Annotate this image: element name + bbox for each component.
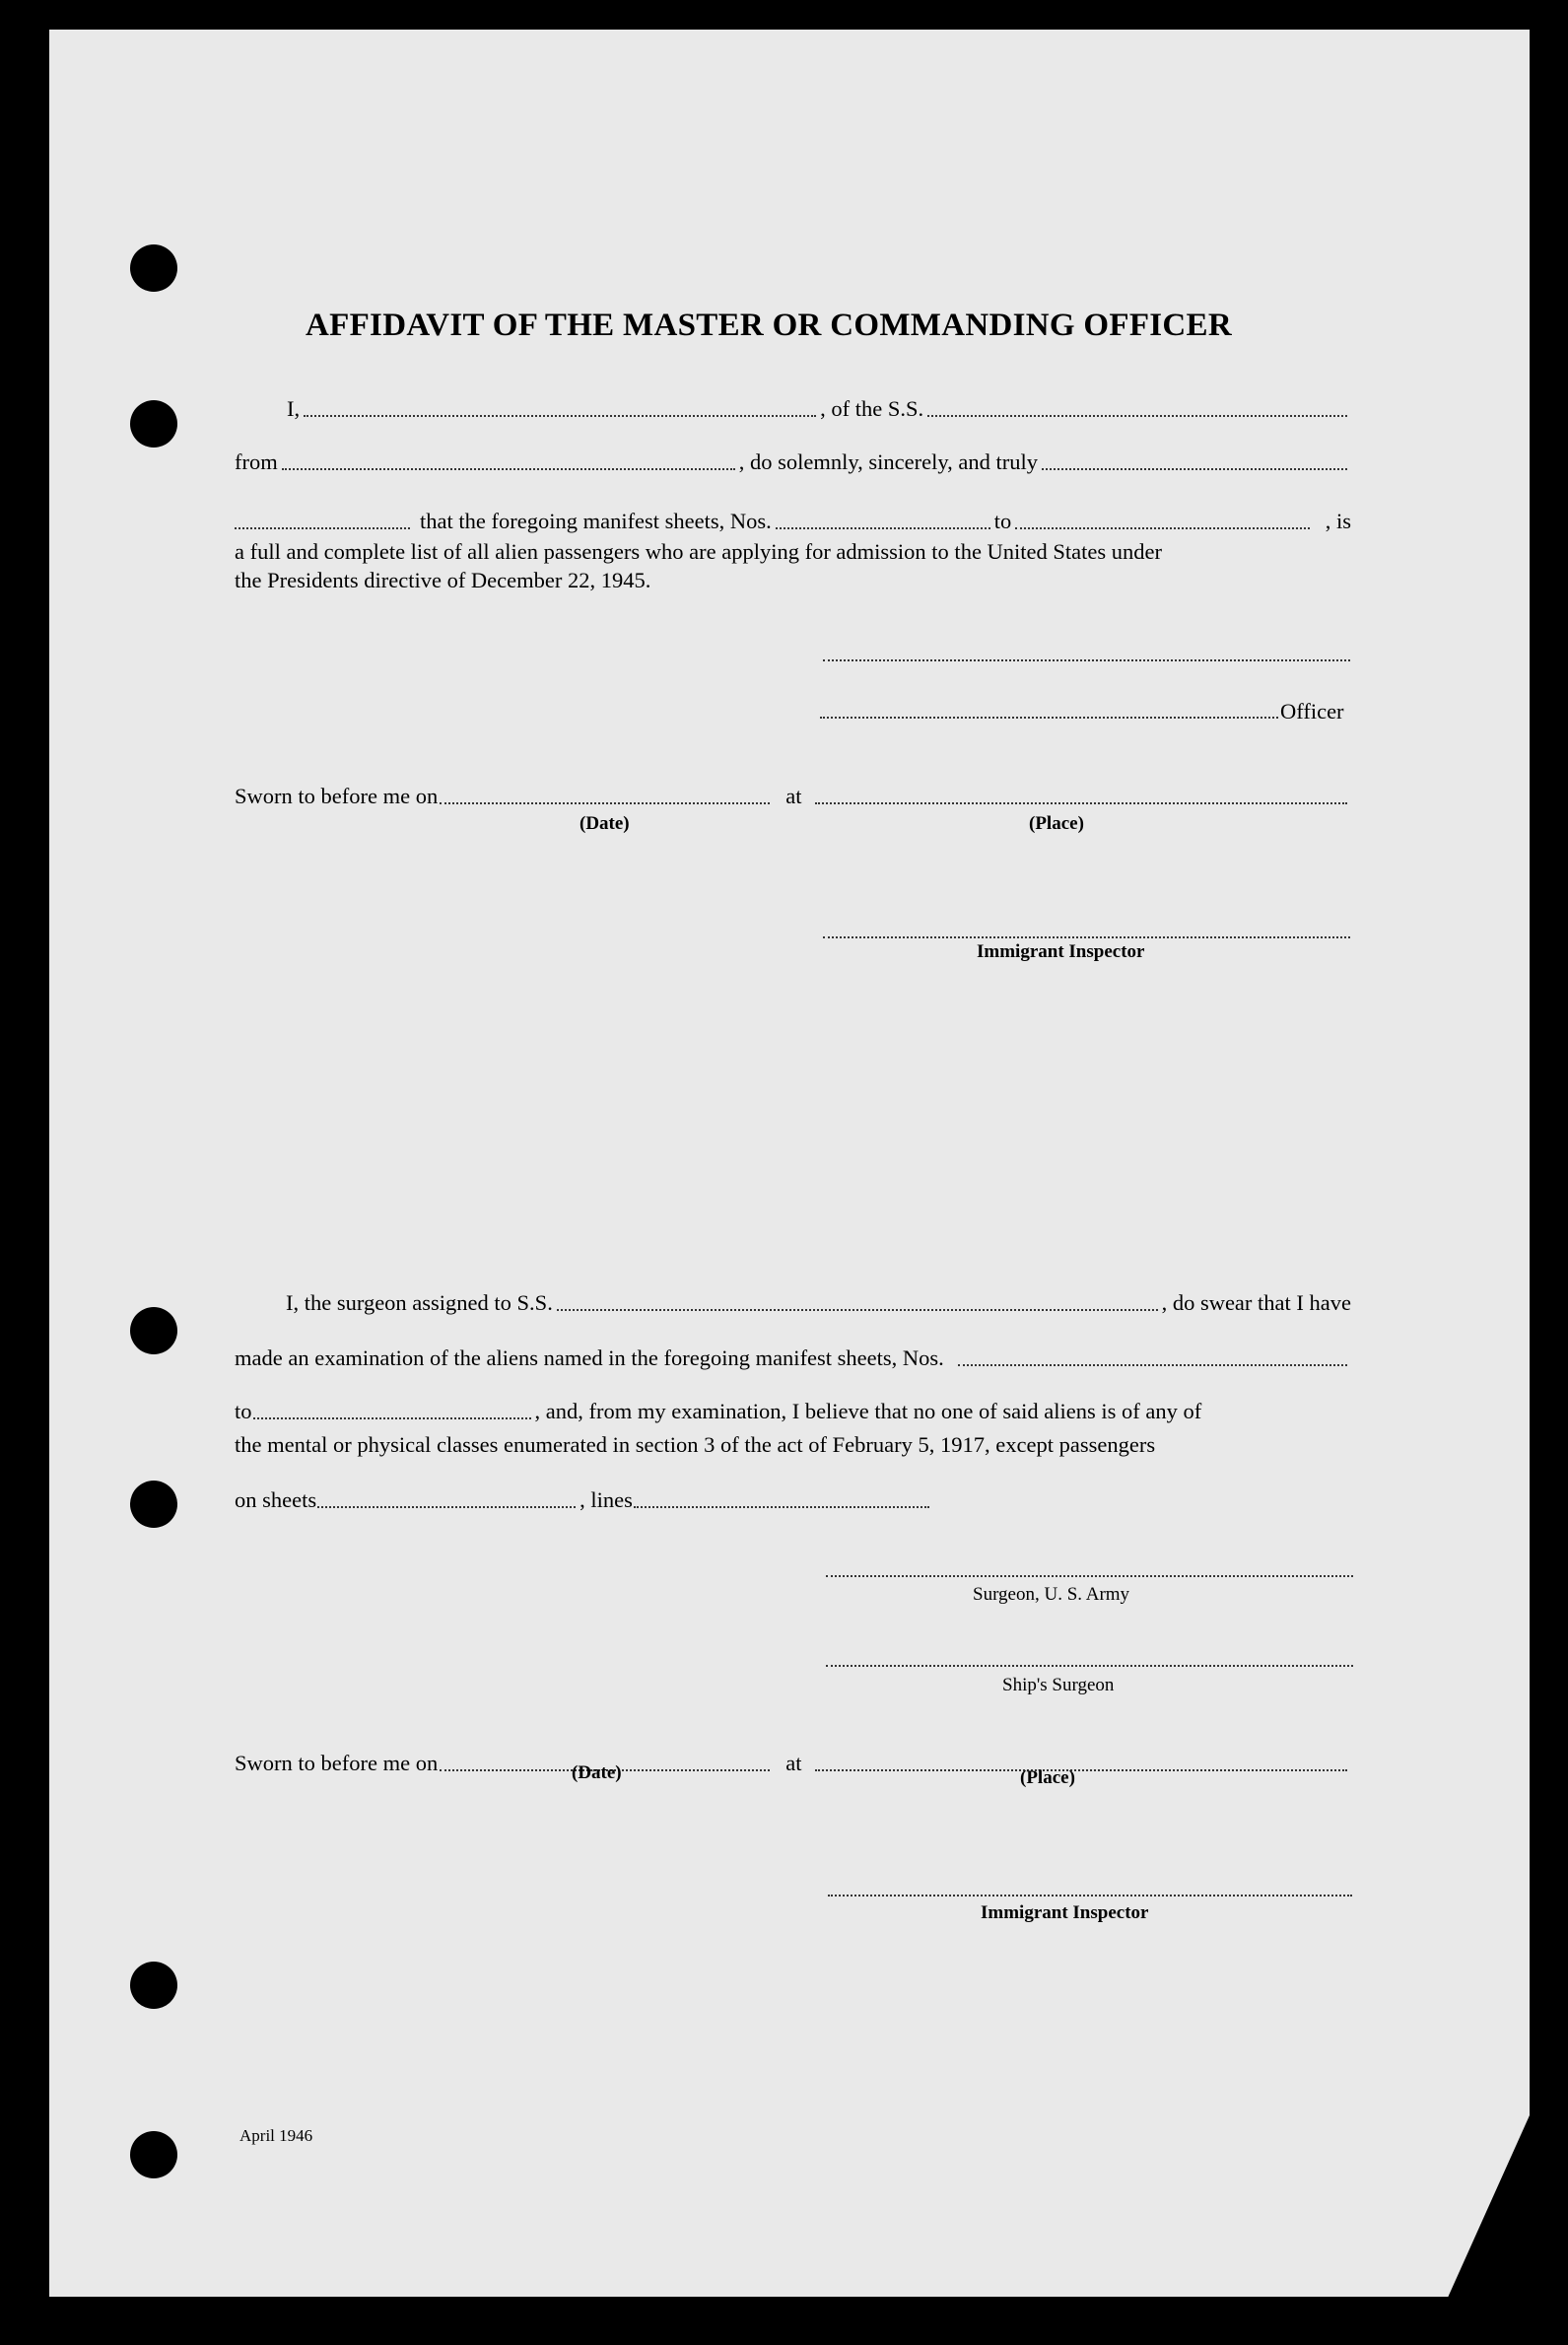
inspector-signature-line[interactable] <box>828 1895 1352 1897</box>
army-surgeon-caption: Surgeon, U. S. Army <box>973 1584 1130 1605</box>
form-sheet <box>49 30 1530 2297</box>
surgeon-line-5: on sheets , lines <box>235 1489 1122 1512</box>
surgeon-sworn-line: Sworn to before me on at <box>235 1753 1351 1775</box>
master-declare-field[interactable] <box>235 527 410 529</box>
surgeon-sworn-place-field[interactable] <box>815 1769 1347 1771</box>
master-sheet-to-field[interactable] <box>1015 527 1309 529</box>
inspector-caption: Immigrant Inspector <box>981 1902 1149 1923</box>
officer-title-line[interactable] <box>820 717 1278 719</box>
surgeon-ship-name-field[interactable] <box>557 1309 1158 1311</box>
master-ship-name-field[interactable] <box>927 415 1347 417</box>
master-statement-line-4: a full and complete list of all alien passengers who are applying for admission to the United States under <box>235 539 1163 564</box>
master-line-2: from , do solemnly, sincerely, and truly <box>235 451 1351 474</box>
punch-hole <box>130 244 177 292</box>
master-signature-line[interactable] <box>823 659 1350 661</box>
surgeon-line-1: I, the surgeon assigned to S.S. , do swear that I have <box>286 1290 1351 1315</box>
master-sworn-line: Sworn to before me on at <box>235 786 1351 808</box>
punch-hole <box>130 1962 177 2009</box>
date-caption: (Date) <box>572 1762 622 1783</box>
master-statement-line-5: the Presidents directive of December 22, 1945. <box>235 568 651 592</box>
officer-label: Officer <box>1280 699 1344 724</box>
surgeon-exception-sheets-field[interactable] <box>317 1506 576 1508</box>
ships-surgeon-signature-line[interactable] <box>826 1665 1353 1667</box>
surgeon-statement-line-4: the mental or physical classes enumerated in section 3 of the act of February 5, 1917, except passengers <box>235 1432 1156 1457</box>
master-line-1: I, , of the S.S. <box>235 398 1351 421</box>
master-sworn-place-field[interactable] <box>815 802 1347 804</box>
surgeon-exception-lines-field[interactable] <box>634 1506 929 1508</box>
inspector-caption: Immigrant Inspector <box>977 941 1145 962</box>
surgeon-line-2: made an examination of the aliens named in the foregoing manifest sheets, Nos. <box>235 1347 1351 1370</box>
inspector-signature-line[interactable] <box>823 936 1350 938</box>
ships-surgeon-caption: Ship's Surgeon <box>1002 1675 1115 1695</box>
master-sheet-from-field[interactable] <box>776 527 990 529</box>
place-caption: (Place) <box>1029 813 1084 834</box>
master-i-label: I, <box>287 396 301 421</box>
master-name-field[interactable] <box>304 415 816 417</box>
surgeon-sheet-to-field[interactable] <box>253 1417 531 1419</box>
form-title: AFFIDAVIT OF THE MASTER OR COMMANDING OFFICER <box>306 308 1232 343</box>
master-sworn-date-field[interactable] <box>440 802 770 804</box>
place-caption: (Place) <box>1020 1767 1075 1788</box>
surgeon-sheet-from-field[interactable] <box>958 1364 1347 1366</box>
punch-hole <box>130 400 177 448</box>
form-revision-date: April 1946 <box>239 2126 313 2145</box>
date-caption: (Date) <box>579 813 630 834</box>
master-from-port-field[interactable] <box>282 468 735 470</box>
master-line-3: that the foregoing manifest sheets, Nos. to , is <box>235 511 1351 533</box>
punch-hole <box>130 1307 177 1354</box>
army-surgeon-signature-line[interactable] <box>826 1575 1353 1577</box>
surgeon-line-3: to , and, from my examination, I believe that no one of said aliens is of any of <box>235 1399 1202 1423</box>
punch-hole <box>130 2131 177 2178</box>
master-oath-field[interactable] <box>1042 468 1347 470</box>
punch-hole <box>130 1481 177 1528</box>
